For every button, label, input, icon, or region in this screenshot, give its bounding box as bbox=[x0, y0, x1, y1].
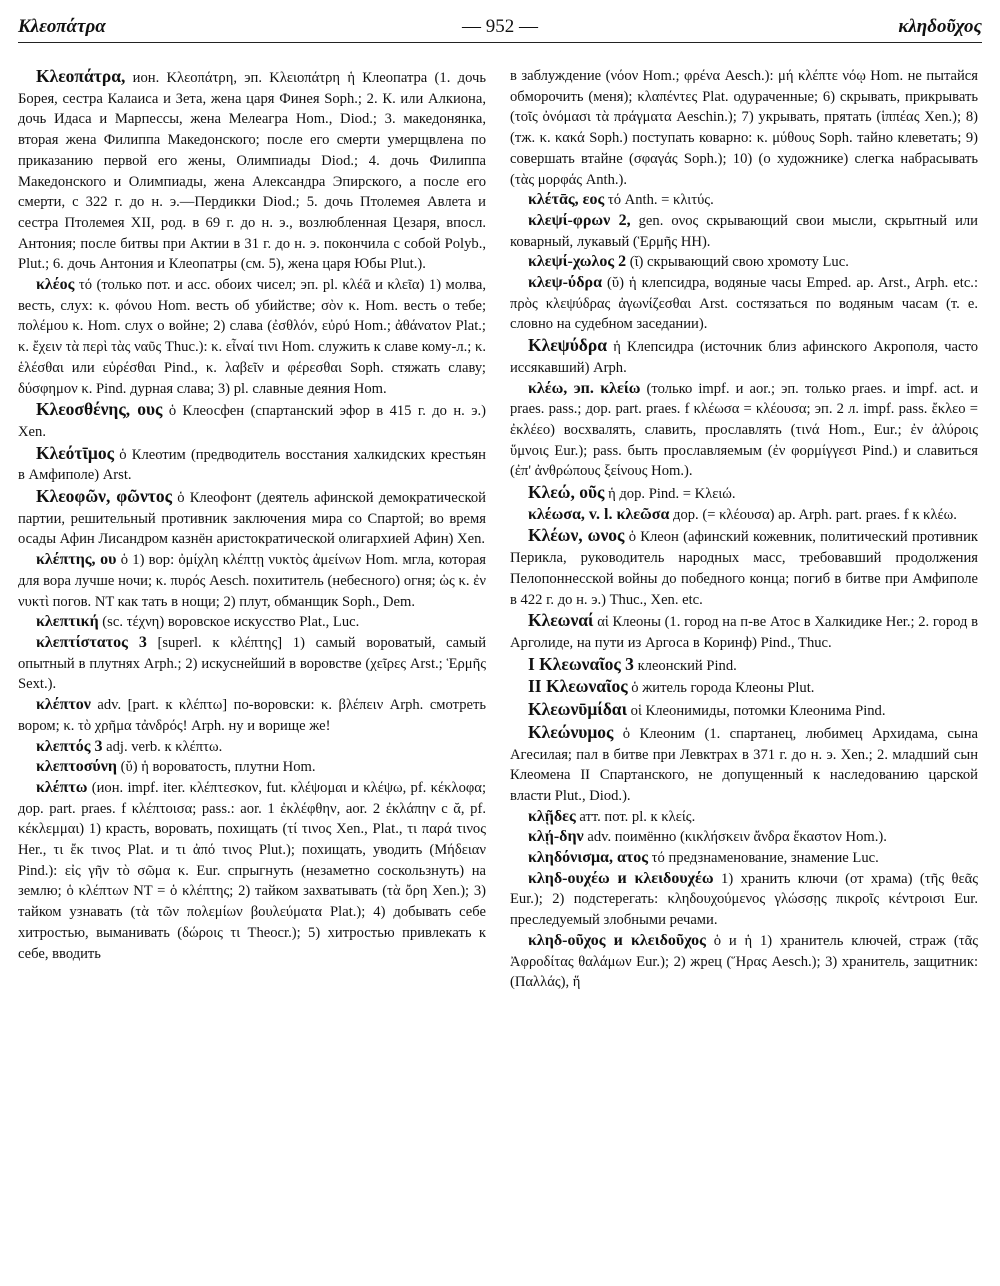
dictionary-entry bbox=[510, 505, 978, 526]
entry-definition: ὁ Клеофонт (деятель афинской демократической партии, решительный противник заключения мира со Спартой; во время осады Афин Лисандром казнён аристократической олигархией Афин) Xen. bbox=[18, 490, 486, 548]
entry-headword: Κλεωνῡμίδαι bbox=[528, 699, 628, 720]
entry-headword: Κλέων, ωνος bbox=[528, 525, 625, 546]
entry-definition: (ῐ) скрывающий свою хромоту Luc. bbox=[626, 254, 849, 271]
entry-headword: Κλεοπάτρα, bbox=[36, 66, 126, 86]
dictionary-entry bbox=[510, 273, 978, 335]
entry-definition: ὁ Клеоним (1. спартанец, любимец Архидама, сына Агесилая; пал в битве при Левктрах в 371 г. до н. э. Xen.; 2. младший сын Клеомена II Спартанского, не допущенный к наследованию царской власти Plut., Diod.). bbox=[510, 725, 978, 804]
entry-headword: κλέος bbox=[36, 276, 75, 294]
entry-headword: Κλεώ, οῦς bbox=[528, 482, 605, 503]
dictionary-entry bbox=[18, 612, 486, 633]
entry-headword: κλεπτός 3 bbox=[36, 737, 103, 755]
dictionary-entry bbox=[18, 275, 486, 399]
entry-headword: Κλεότῑμος bbox=[36, 442, 114, 463]
entry-headword: κληδ-ουχέω и κλειδουχέω bbox=[528, 869, 714, 887]
dictionary-entry bbox=[510, 66, 978, 190]
entry-definition: τό предзнаменование, знамение Luc. bbox=[648, 850, 879, 867]
dictionary-entry bbox=[510, 252, 978, 273]
dictionary-entry bbox=[510, 211, 978, 252]
entry-definition: (ῠ) ἡ вороватость, плутни Hom. bbox=[116, 759, 316, 776]
dictionary-entry bbox=[510, 654, 978, 677]
entry-headword: κλεψί-χωλος 2 bbox=[528, 253, 627, 271]
header-left-word: Κλεοπάτρα bbox=[18, 16, 106, 37]
dictionary-entry bbox=[510, 379, 978, 483]
page-number: — 952 — bbox=[462, 16, 538, 37]
dictionary-entry bbox=[18, 486, 486, 550]
left-column bbox=[18, 66, 486, 964]
dictionary-entry bbox=[510, 827, 978, 848]
entry-headword: κλέπτω bbox=[36, 778, 88, 796]
entry-definition: [superl. к κλέπτης] 1) самый вороватый, самый опытный в плутнях Arph.; 2) искуснейший в воровстве (χεῖρες Arst.; Ἑρμῆς Sext.). bbox=[18, 634, 487, 693]
dictionary-entry bbox=[18, 66, 486, 275]
dictionary-entry bbox=[18, 443, 486, 486]
entry-definition: ὁ 1) вор: ὀμίχλη κλέπτῃ νυκτὸς ἀμείνων Hom. мгла, которая для вора лучше ночи; κ. πυρός Aesch. похититель (небесного) огня; ὡς κ. ἐν νυκτὶ погов. NT как тать в нощи; 2) плут, обманщик Soph., Dem. bbox=[18, 552, 487, 610]
entry-definition: adj. verb. к κλέπτω. bbox=[102, 738, 223, 755]
header-right-word: κληδοῦχος bbox=[898, 16, 982, 37]
entry-headword: Κλεοσθένης, ους bbox=[36, 399, 163, 420]
dictionary-entry bbox=[510, 699, 978, 722]
entry-headword: Κλεωναί bbox=[528, 610, 594, 631]
entry-definition: (sc. τέχνη) воровское искусство Plat., Luc. bbox=[98, 614, 360, 631]
entry-definition: (ῠ) ἡ клепсидра, водяные часы Emped. ap. Arst., Arph. etc.: πρὸς κλεψύδρας ἀγωνίζεσθαι Arst. состязаться по водяным часам (т. е. словно на судебном заседании). bbox=[510, 275, 978, 333]
dictionary-entry bbox=[18, 550, 486, 612]
entry-definition: adv. [part. к κλέπτω] по-воровски: κ. βλέπειν Arph. смотреть вором; κ. τὸ χρῆμα τἀνδρός! Arph. ну и ворище же! bbox=[18, 697, 486, 734]
entry-definition: ὁ Клеотим (предводитель восстания халкидских крестьян в Амфиполе) Arst. bbox=[18, 446, 486, 484]
entry-definition: ион. Κλεοπάτρη, эп. Κλειοπάτρη ἡ Клеопатра (1. дочь Борея, сестра Калаиса и Зета, жена царя Финея Soph.; 2. К. или Алкиона, дочь Идаса и Марпессы, жена Мелеагра Hom., Diod.; 3. македонянка, вторая жена Филиппа Македонского; после его смерти умерщвлена по приказанию первой его жены, Олимпиады Diod.; 4. дочь Филиппа Македонского и Олимпиады, жена Александра Эпирского, а после его смерти, с 322 г. до н. э.—Пердикки Diod.; 5. дочь Птолемея Авлета и сестра Птолемея XII, род. в 69 г. до н. э., возлюбленная Цезаря, впосл. Антония; после битвы при Актии в 31 г. до н. э. покончила с собой Polyb., Plut.; 6. дочь Антония и Клеопатры (см. 5), жена царя Юбы Plut.). bbox=[18, 70, 486, 273]
entry-definition: ἡ Клепсидра (источник близ афинского Акрополя, часто иссякавший) Arph. bbox=[510, 339, 978, 376]
entry-headword: κλέωσα, v. l. κλεῶσα bbox=[528, 505, 670, 523]
entry-definition: дор. (= κλέουσα) ap. Arph. part. praes. f к κλέω. bbox=[669, 506, 957, 523]
entry-headword: κλέτᾱς, εος bbox=[528, 191, 605, 209]
entry-headword: κλεπτική bbox=[36, 613, 99, 631]
dictionary-entry bbox=[18, 695, 486, 736]
dictionary-entry bbox=[510, 525, 978, 610]
entry-headword: Κλεώνυμος bbox=[528, 721, 614, 742]
entry-definition: в заблуждение (νόον Hom.; φρένα Aesch.): μή κλέπτε νόῳ Hom. не пытайся обморочить (меня); κλαπέντες Plat. одураченные; 6) скрывать, прикрывать (τοῖς ὀνόμασι τὰ πράγματα Aeschin.); 7) укрывать, прятать (ἱππέας Xen.); 8) (тж. κ. κακά Soph.) поступать коварно: κ. μύθους Soph. тайно клеветать; 9) совершать втайне (σφαγάς Soph.); 10) (о художнике) слегка набрасывать (τὰς μορφάς Anth.). bbox=[510, 68, 978, 188]
entry-definition: οἱ Клеонимиды, потомки Клеонима Pind. bbox=[627, 703, 886, 720]
dictionary-entry bbox=[18, 778, 486, 964]
entry-definition: τό Anth. = κλιτύς. bbox=[604, 192, 714, 209]
entry-definition: ὁ житель города Клеоны Plut. bbox=[627, 680, 815, 697]
entry-definition: adv. поимённо (κικλήσκειν ἄνδρα ἕκαστον Hom.). bbox=[583, 829, 887, 846]
dictionary-entry bbox=[510, 335, 978, 378]
dictionary-entry bbox=[510, 676, 978, 699]
entry-headword: κλεψ-ύδρα bbox=[528, 274, 603, 292]
dictionary-entry bbox=[18, 737, 486, 758]
dictionary-entry bbox=[510, 190, 978, 211]
dictionary-entry bbox=[18, 633, 486, 695]
entry-headword: Κλεοφῶν, φῶντος bbox=[36, 486, 172, 507]
dictionary-entry bbox=[510, 869, 978, 931]
entry-headword: II Κλεωναῖος bbox=[528, 676, 628, 697]
entry-definition: клеонский Pind. bbox=[633, 657, 737, 674]
dictionary-entry bbox=[510, 482, 978, 505]
entry-headword: κλεπτίστατος 3 bbox=[36, 633, 147, 651]
entry-headword: κλῇδες bbox=[528, 807, 576, 825]
entry-headword: κλέπτης, ου bbox=[36, 551, 117, 569]
dictionary-entry bbox=[510, 848, 978, 869]
dictionary-entry bbox=[18, 757, 486, 778]
entry-headword: κλεψί-φρων 2, bbox=[528, 211, 631, 229]
entry-headword: κληδόνισμα, ατος bbox=[528, 849, 648, 867]
entry-headword: κλέπτον bbox=[36, 696, 91, 714]
entry-definition: (ион. impf. iter. κλέπτεσκον, fut. κλέψομαι и κλέψω, pf. κέκλοφα; дор. part. praes. f κλέπτοισα; pass.: aor. 1 ἐκλέφθην, aor. 2 ἐκλάπην с ᾰ, pf. κέκλεμμαι) 1) красть, воровать, похищать (τί τινος Xen., Plat., τι παρά τινος Her., τι ἔκ τινος Plat. и τι ἀπό τινος Plut.); похищать, уводить (Μήδειαν Pind.): εἰς γῆν τὸ σῶμα κ. Eur. спрыгнуть (незаметно соскользнуть) на землю; ὁ κλέπτων NT = ὁ κλέπτης; 2) тайком захватывать (τὰ ὄρη Xen.); 3) тайком узнавать (τὰ τῶν πολεμίων βουλεύματα Plat.); 4) добывать себе хитростью, выманивать (δώροις τι Theocr.); 5) хитростью привлекать к себе, вводить bbox=[18, 779, 486, 962]
entry-definition: (только impf. и aor.; эп. только praes. и impf. act. и praes. pass.; дор. part. praes. f κλέωσα = κλέουσα; эп. 2 л. impf. pass. ἔκλεο = ἐκλέεο) восхвалять, славить, прославлять (τινά Hom., Eur.; ἐν ἀλύροις ὕμνοις Eur.); pass. быть прославляемым (ἐν φορμίγγεσι Pind.) и славиться (ἐπ' ἀνθρώπους ξείνους Hom.). bbox=[510, 380, 979, 480]
dictionary-entry bbox=[510, 722, 978, 807]
dictionary-entry bbox=[510, 931, 978, 993]
entry-definition: ὁ Клеон (афинский кожевник, политический противник Перикла, руководитель народных масс, требовавший продолжения Пелопоннесской войны до победного конца; погиб в битве при Амфиполе в 422 г. до н. э.) Thuc., Xen. etc. bbox=[510, 529, 978, 608]
dictionary-entry bbox=[510, 610, 978, 653]
right-column bbox=[510, 66, 978, 993]
entry-headword: κλέω, эп. κλείω bbox=[528, 379, 641, 397]
entry-headword: κληδ-οῦχος и κλειδοῦχος bbox=[528, 931, 706, 949]
page-header bbox=[18, 10, 982, 43]
entry-definition: атт. пот. pl. к κλείς. bbox=[575, 808, 696, 825]
dictionary-entry bbox=[18, 399, 486, 442]
entry-definition: αἱ Клеоны (1. город на п-ве Атос в Халкидике Her.; 2. город в Арголиде, на пути из Аргоса в Коринф) Pind., Thuc. bbox=[510, 614, 978, 651]
entry-definition: τό (только пот. и асс. обоих чисел; эп. pl. κλέᾱ и κλεῖα) 1) молва, весть, слух: κ. φόνου Hom. весть об убийстве; σὸν κ. Hom. весть о тебе; πολέμου κ. Hom. слух о войне; 2) слава (ἐσθλόν, εὐρύ Hom.; ἀθάνατον Plat.; κ. ἔχειν τὰ περὶ τὰς ναῦς Thuc.): κ. εἶναί τινι Hom. служить к славе кому-л.; κ. ἑλέσθαι или εὑρέσθαι Pind., κ. λαβεῖν и φέρεσθαι Soph. стяжать славу; δύσφημον κ. Pind. дурная слава; 3) pl. славные деяния Hom. bbox=[18, 277, 486, 397]
entry-definition: ἡ дор. Pind. = Κλειώ. bbox=[604, 486, 736, 503]
entry-definition: 1) хранить ключи (от храма) (τῆς θεᾶς Eur.); 2) подстерегать: κληδουχούμενος γλώσσῃς πικροῖς κέντροισι Eur. преследуемый злобными речами. bbox=[510, 870, 978, 929]
entry-headword: I Κλεωναῖος 3 bbox=[528, 653, 634, 674]
entry-definition: ὁ и ἡ 1) хранитель ключей, страж (τᾶς Ἀφροδίτας θαλάμων Eur.); 2) жрец (Ἥρας Aesch.); 3) хранитель, защитник: (Παλλάς), ἥ bbox=[510, 932, 978, 991]
entry-headword: κλῄ-δην bbox=[528, 828, 584, 846]
dictionary-entry bbox=[510, 807, 978, 828]
entry-definition: gen. ονος скрывающий свои мысли, скрытный или коварный, лукавый (Ἑρμῆς HH). bbox=[510, 212, 978, 250]
entry-headword: κλεπτοσύνη bbox=[36, 758, 117, 776]
entry-definition: ὁ Клеосфен (спартанский эфор в 415 г. до н. э.) Xen. bbox=[18, 403, 487, 440]
entry-headword: Κλεψύδρα bbox=[528, 335, 608, 356]
